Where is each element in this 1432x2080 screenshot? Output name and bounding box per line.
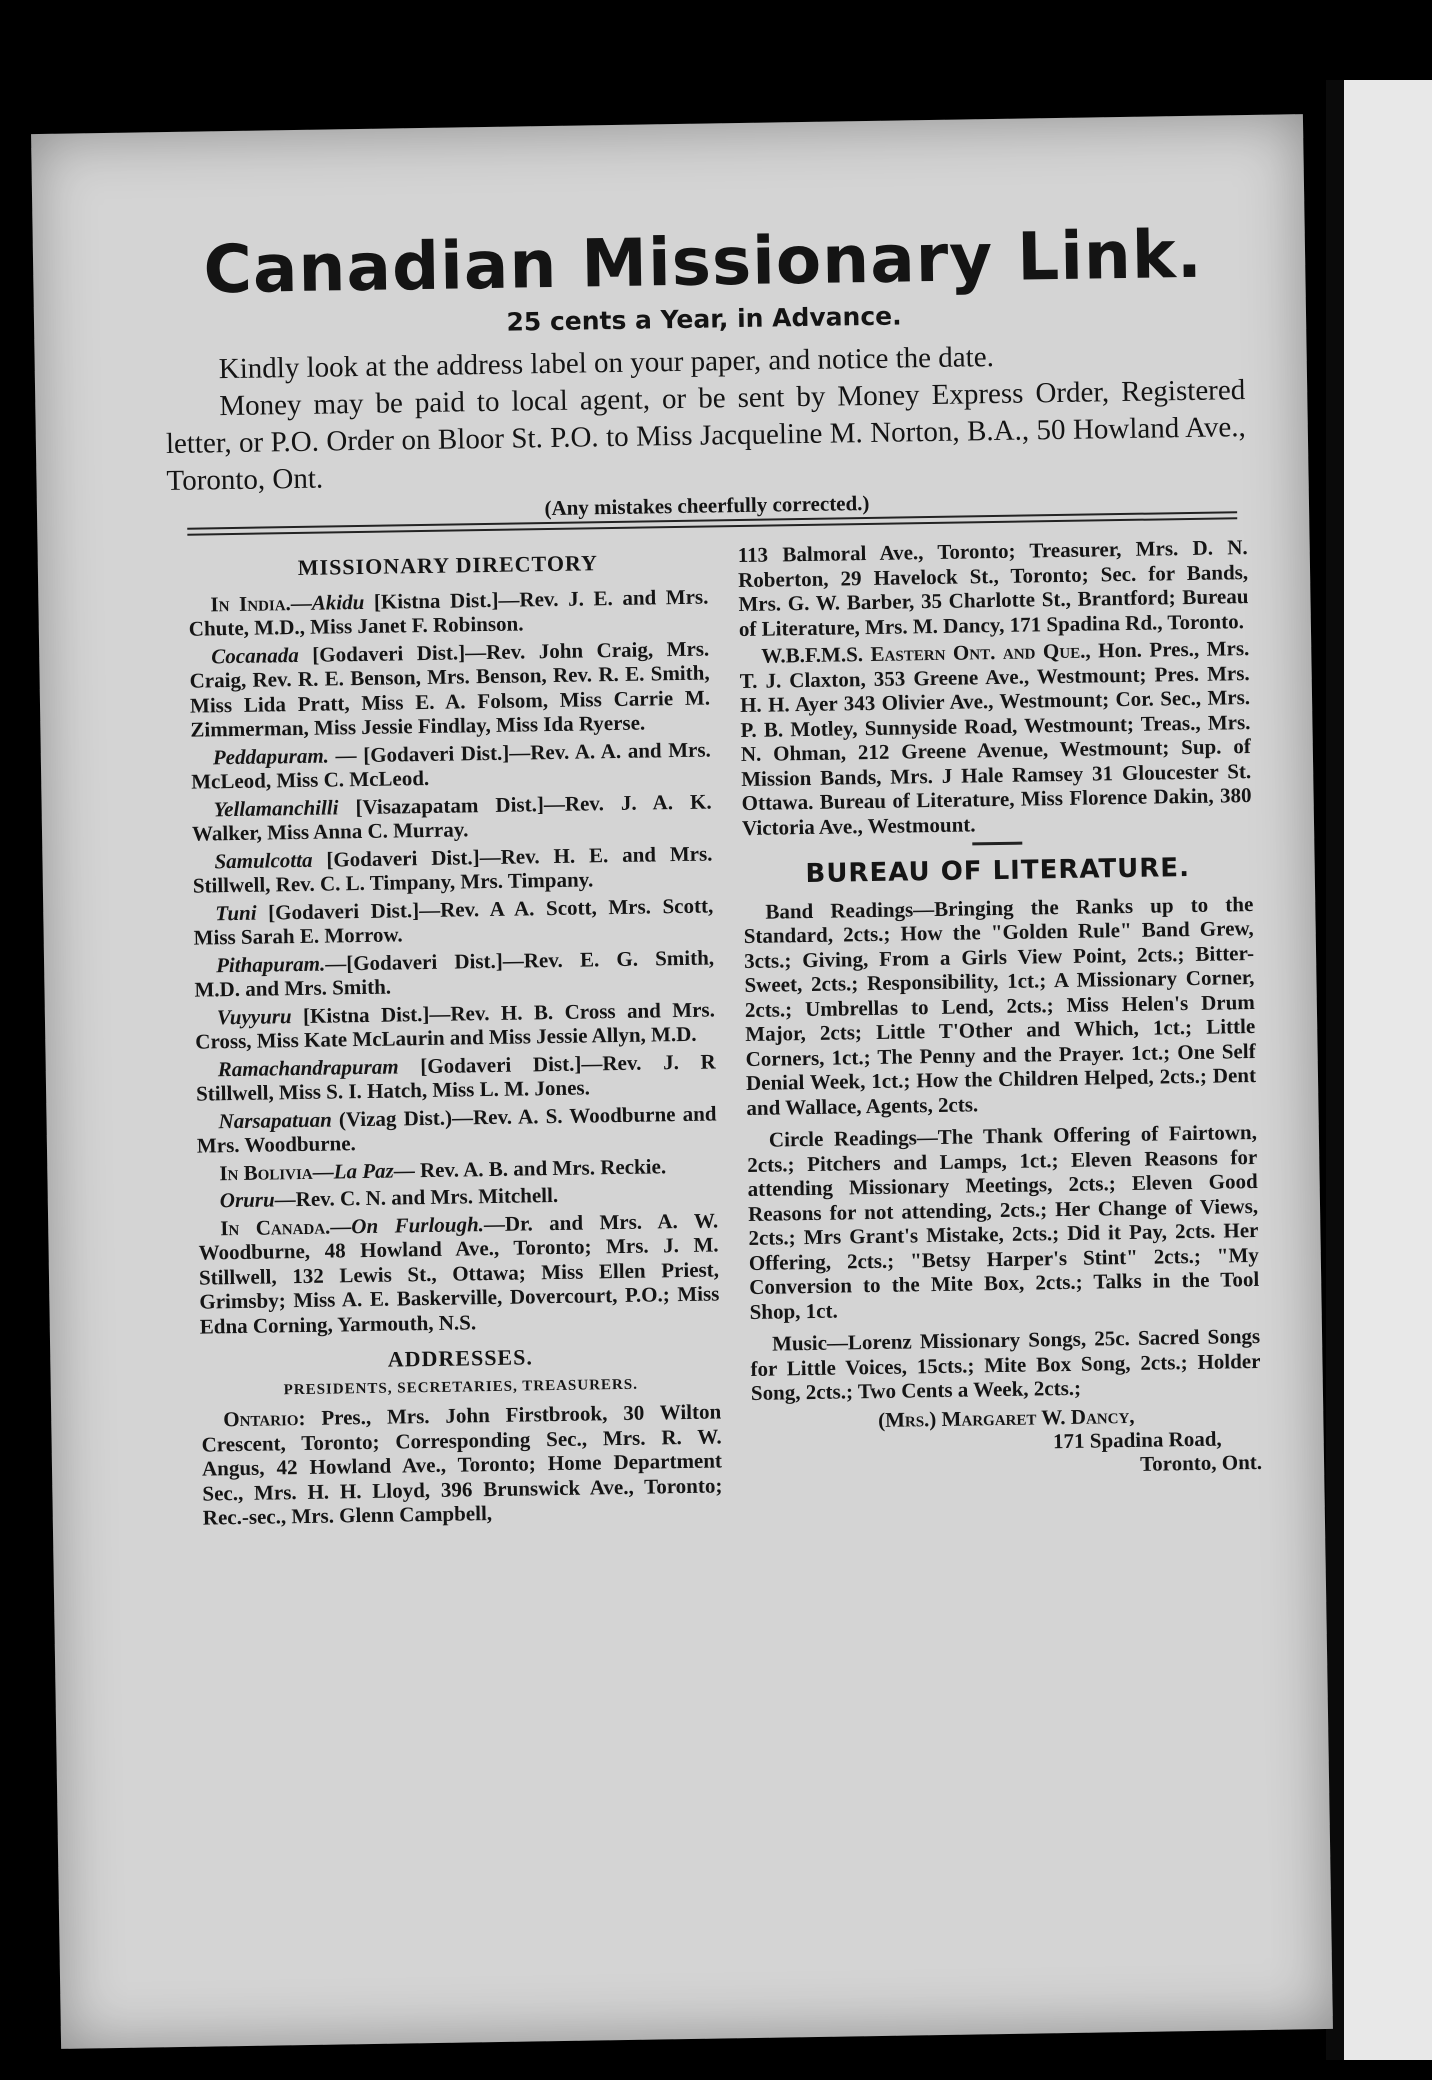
addresses-heading: ADDRESSES.	[387, 1344, 534, 1372]
ontario-officers-continued: 113 Balmoral Ave., Toronto; Treasurer, Mrs. D. N. Roberton, 29 Havelock St., Toronto; Sec. for Bands, Mrs. G. W. Barber, 35 Charlotte St., Brantford; Bureau of Literature, Mrs. M. Dancy, 171 Spadina Rd., Toronto.	[737, 535, 1249, 641]
entry-text: —Rev. C. N. and Mrs. Mitchell.	[274, 1182, 559, 1212]
directory-entry-peddapuram	[191, 737, 712, 794]
music-list: Music—Lorenz Missionary Songs, 25c. Sacred Songs for Little Voices, 15cts.; Mite Box Song, 2cts.; Holder Song, 2cts.; Two Cents a Week, 2cts.;	[750, 1323, 1261, 1405]
ontario-officers	[201, 1399, 723, 1530]
subscription-price: 25 cents a Year, in Advance.	[506, 301, 902, 337]
notice-payment-line: Money may be paid to local agent, or be sent by Money Express Order, Registered letter, or P.O. Order on Bloor St. P.O. to Miss Jacqueline M. Norton, B.A., 50 Howland Ave., Toronto, Ont.	[165, 374, 1247, 498]
page-title: Canadian Missionary Link.	[202, 215, 1204, 309]
entry-text: [Kistna Dist.]—Rev. H. B. Cross and Mrs. Cross, Miss Kate McLaurin and Miss Jessie Allyn, M.D.	[195, 996, 716, 1054]
band-readings: Band Readings—Bringing the Ranks up to the Standard, 2cts.; How the "Golden Rule" Band Grew, 3cts.; Giving, From a Girls View Point, 2cts.; Bitter-Sweet, 2cts.; Responsibility, 1ct.; A Missionary Corner, 2cts.; Umbrellas to Lend, 2cts.; Miss Helen's Drum Major, 2cts; Little T'Other and Which, 1ct.; Little Corners, 1ct.; The Penny and the Prayer. 1ct.; One Self Denial Week, 1ct.; How the Children Helped, 2cts.; Dent and Wallace, Agents, 2cts.	[743, 891, 1257, 1120]
place-pithapuram: Pithapuram.	[215, 951, 326, 977]
entry-text: [Godaveri Dist.]—Rev. A A. Scott, Mrs. Scott, Miss Sarah E. Morrow.	[193, 892, 714, 950]
directory-entry-akidu: In India.—Akidu [Kistna Dist.]—Rev. J. E. and Mrs. Chute, M.D., Miss Janet F. Robinson.	[188, 584, 709, 641]
subscription-notice	[164, 335, 1246, 500]
section-divider	[972, 842, 1022, 846]
ontario-text: Pres., Mrs. John Firstbrook, 30 Wilton Crescent, Toronto; Corresponding Sec., Mrs. R. W. Angus, 42 Howland Ave., Toronto; Home Department Sec., Mrs. H. H. Lloyd, 396 Brunswick Ave., Toronto; Rec.-sec., Mrs. Glenn Campbell,	[201, 1399, 723, 1530]
place-ramachandrapuram: Ramachandrapuram	[217, 1053, 399, 1081]
entry-text: [Godaveri Dist.]—Rev. J. R Stillwell, Miss S. I. Hatch, Miss L. M. Jones.	[195, 1048, 716, 1106]
place-cocanada: Cocanada	[211, 642, 299, 668]
signature-name: (Mrs.) Margaret W. Dancy,	[877, 1403, 1135, 1432]
place-yellamanchilli: Yellamanchilli	[213, 794, 339, 821]
directory-entry-vuyyuru	[195, 997, 716, 1054]
document-page	[31, 114, 1333, 2049]
region-label-bolivia: In Bolivia	[219, 1159, 313, 1185]
signature-block	[751, 1401, 1262, 1481]
directory-entry-narsapatuan	[196, 1101, 717, 1158]
place-peddapuram: Peddapuram.	[212, 743, 330, 769]
furlough-label: On Furlough.	[351, 1211, 485, 1238]
entry-text: — [Godaveri Dist.]—Rev. A. A. and Mrs. McLeod, Miss C. McLeod.	[191, 737, 711, 794]
addresses-subheading: PRESIDENTS, SECRETARIES, TREASURERS.	[283, 1376, 639, 1398]
place-narsapatuan: Narsapatuan	[218, 1107, 332, 1133]
entry-text: [Godaveri Dist.]—Rev. H. E. and Mrs. Stillwell, Rev. C. L. Timpany, Mrs. Timpany.	[192, 840, 713, 898]
directory-entry-samulcotta	[192, 841, 713, 898]
directory-entry-canada: In Canada.—On Furlough.—Dr. and Mrs. A. W. Woodburne, 48 Howland Ave., Toronto; Mrs. J. M. Stillwell, 132 Lewis St., Ottawa; Miss Ellen Priest, Grimsby; Miss A. E. Baskerville, Dovercourt, P.O.; Miss Edna Corning, Yarmouth, N.S.	[198, 1207, 720, 1339]
directory-entry-tuni	[193, 893, 714, 950]
entry-text: [Visazapatam Dist.]—Rev. J. A. K. Walker, Miss Anna C. Murray.	[191, 789, 712, 846]
eastern-text: , Hon. Pres., Mrs. T. J. Claxton, 353 Greene Ave., Westmount; Pres. Mrs. H. H. Ayer 343 Olivier Ave., Westmount; Cor. Sec., Mrs. P. B. Motley, Sunnyside Road, Westmount; Treas., Mrs. N. Ohman, 212 Greene Avenue, Westmount; Sup. of Mission Bands, Mrs. J Hale Ramsey 31 Gloucester St. Ottawa. Bureau of Literature, Miss Florence Dakin, 380 Victoria Ave., Westmount.	[739, 636, 1252, 840]
signature-address-line1: 171 Spadina Road,	[1052, 1426, 1222, 1453]
directory-entry-pithapuram	[194, 945, 715, 1002]
place-samulcotta: Samulcotta	[214, 847, 313, 873]
directory-entry-ramachandrapuram	[196, 1049, 717, 1106]
notice-label-line: Kindly look at the address label on your paper, and notice the date.	[218, 341, 995, 386]
place-akidu: Akidu	[311, 589, 365, 615]
region-label-india: In India.	[210, 590, 291, 616]
masthead	[163, 215, 1248, 527]
place-lapaz: La Paz	[333, 1158, 394, 1183]
entry-text: [Godaveri Dist.]—Rev. John Craig, Mrs. Craig, Rev. R. E. Benson, Mrs. Benson, Rev. R. E. Smith, Miss Lida Pratt, Miss E. A. Folsom, Miss Carrie M. Zimmerman, Miss Jessie Findlay, Miss Ida Ryerse.	[189, 636, 711, 742]
adjacent-page-edge	[1326, 80, 1432, 2060]
directory-entry-cocanada	[189, 636, 710, 742]
place-vuyyuru: Vuyyuru	[216, 1003, 292, 1029]
ontario-label: Ontario:	[223, 1405, 306, 1432]
entry-text: — Rev. A. B. and Mrs. Reckie.	[393, 1153, 667, 1183]
left-column	[188, 544, 723, 1534]
right-column	[738, 535, 1263, 1481]
entry-text: (Vizag Dist.)—Rev. A. S. Woodburne and Mrs. Woodburne.	[196, 1100, 717, 1158]
directory-entry-yellamanchilli	[191, 789, 712, 846]
eastern-officers	[739, 636, 1252, 840]
bureau-heading: BUREAU OF LITERATURE.	[805, 852, 1191, 890]
entry-text: [Kistna Dist.]—Rev. J. E. and Mrs. Chute, M.D., Miss Janet F. Robinson.	[188, 584, 709, 641]
directory-entry-lapaz: In Bolivia—La Paz— Rev. A. B. and Mrs. Reckie.	[219, 1153, 667, 1185]
eastern-label: W.B.F.M.S. Eastern Ont. and Que.	[761, 638, 1086, 668]
entry-text: —[Godaveri Dist.]—Rev. E. G. Smith, M.D. and Mrs. Smith.	[194, 944, 715, 1002]
entry-text: —Dr. and Mrs. A. W. Woodburne, 48 Howland Ave., Toronto; Mrs. J. M. Stillwell, 132 Lewis St., Ottawa; Miss Ellen Priest, Grimsby; Miss A. E. Baskerville, Dovercourt, P.O.; Miss Edna Corning, Yarmouth, N.S.	[198, 1207, 720, 1339]
corrections-note: (Any mistakes cheerfully corrected.)	[544, 490, 870, 521]
directory-heading: MISSIONARY DIRECTORY	[297, 550, 599, 580]
signature-address-line2: Toronto, Ont.	[1139, 1449, 1263, 1476]
place-tuni: Tuni	[215, 900, 257, 925]
region-label-canada: In Canada.	[220, 1214, 331, 1240]
circle-readings: Circle Readings—The Thank Offering of Fairtown, 2cts.; Pitchers and Lamps, 1ct.; Eleven Reasons for attending Missionary Meetings, 2cts.; Eleven Good Reasons for not attending, 2cts.; Her Change of Views, 2cts.; Mrs Grant's Mistake, 2cts.; Did it Pay, 2cts. Her Offering, 2cts.; "Betsy Harper's Stint" 2cts.; "My Conversion to the Mite Box, 2cts.; Talks in the Tool Shop, 1ct.	[747, 1119, 1260, 1324]
place-oruru: Oruru	[219, 1187, 275, 1213]
